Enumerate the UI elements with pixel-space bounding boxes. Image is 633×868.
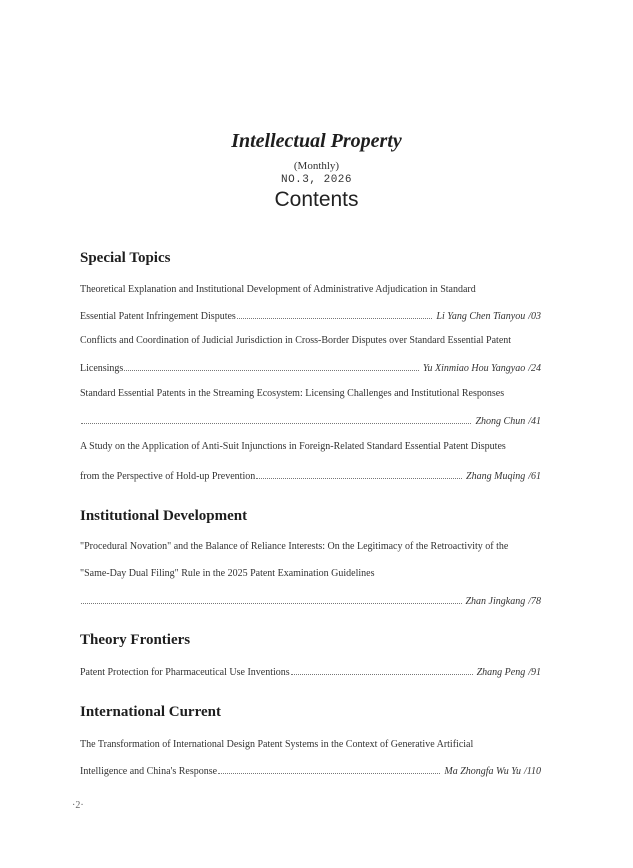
leader-dots bbox=[218, 764, 440, 774]
leader-dots bbox=[81, 414, 471, 424]
article-title-line: Conflicts and Coordination of Judicial Jurisdiction in Cross-Border Disputes over Standard Essential Patent bbox=[80, 335, 512, 346]
leader-dots bbox=[256, 469, 462, 479]
article-title-line: "Same-Day Dual Filing" Rule in the 2025 Patent Examination Guidelines bbox=[80, 568, 375, 579]
leader-dots bbox=[291, 665, 473, 675]
journal-frequency: (Monthly) bbox=[293, 160, 340, 172]
page-reference: /110 bbox=[523, 766, 541, 777]
issue-number: NO.3, 2026 bbox=[280, 174, 352, 186]
journal-title: Intellectual Property bbox=[231, 130, 402, 152]
page-reference: /03 bbox=[528, 311, 541, 322]
article-title-line: The Transformation of International Design Patent Systems in the Context of Generative Artificial bbox=[80, 739, 474, 750]
page-reference: /41 bbox=[528, 416, 541, 427]
article-title-line: Patent Protection for Pharmaceutical Use Inventions bbox=[80, 667, 290, 678]
article-title-line: "Procedural Novation" and the Balance of Reliance Interests: On the Legitimacy of the Retroactivity of the bbox=[80, 541, 509, 552]
leader-dots bbox=[237, 309, 433, 319]
article-title-line: Essential Patent Infringement Disputes bbox=[80, 311, 236, 322]
article-title-line: Licensings bbox=[80, 363, 124, 374]
toc-entry[interactable] bbox=[80, 764, 541, 778]
toc-entry[interactable] bbox=[80, 414, 541, 428]
article-title-line: A Study on the Application of Anti-Suit Injunctions in Foreign-Related Standard Essential Patent Disputes bbox=[80, 441, 506, 452]
article-authors: Zhang Peng bbox=[476, 667, 526, 678]
article-authors: Zhang Muqing bbox=[466, 471, 526, 482]
article-authors: Yu Xinmiao Hou Yangyao bbox=[422, 363, 526, 374]
page-number: ·2· bbox=[72, 800, 84, 811]
article-authors: Li Yang Chen Tianyou bbox=[436, 311, 526, 322]
toc-entry[interactable] bbox=[80, 665, 541, 679]
leader-dots bbox=[81, 594, 462, 604]
article-title-line: Standard Essential Patents in the Streaming Ecosystem: Licensing Challenges and Institutional Responses bbox=[80, 388, 505, 399]
leader-dots bbox=[124, 361, 419, 371]
article-title-line: from the Perspective of Hold-up Prevention bbox=[80, 471, 256, 482]
section-heading-special-topics: Special Topics bbox=[80, 250, 171, 266]
page-reference: /91 bbox=[528, 667, 541, 678]
page-reference: /78 bbox=[528, 596, 541, 607]
toc-entry[interactable] bbox=[80, 309, 541, 323]
article-authors: Ma Zhongfa Wu Yu bbox=[444, 766, 521, 777]
page-reference: /24 bbox=[528, 363, 541, 374]
article-authors: Zhong Chun bbox=[475, 416, 526, 427]
article-title-line: Intelligence and China's Response bbox=[80, 766, 218, 777]
section-heading-institutional-development: Institutional Development bbox=[80, 508, 248, 524]
section-heading-international-current: International Current bbox=[80, 704, 221, 720]
article-authors: Zhan Jingkang bbox=[465, 596, 526, 607]
article-title-line: Theoretical Explanation and Institutional Development of Administrative Adjudication in Standard bbox=[80, 284, 476, 295]
section-heading-theory-frontiers: Theory Frontiers bbox=[80, 632, 191, 648]
page-reference: /61 bbox=[528, 471, 541, 482]
contents-heading: Contents bbox=[274, 188, 359, 211]
toc-entry[interactable] bbox=[80, 469, 541, 483]
toc-entry[interactable] bbox=[80, 594, 541, 608]
toc-entry[interactable] bbox=[80, 361, 541, 375]
